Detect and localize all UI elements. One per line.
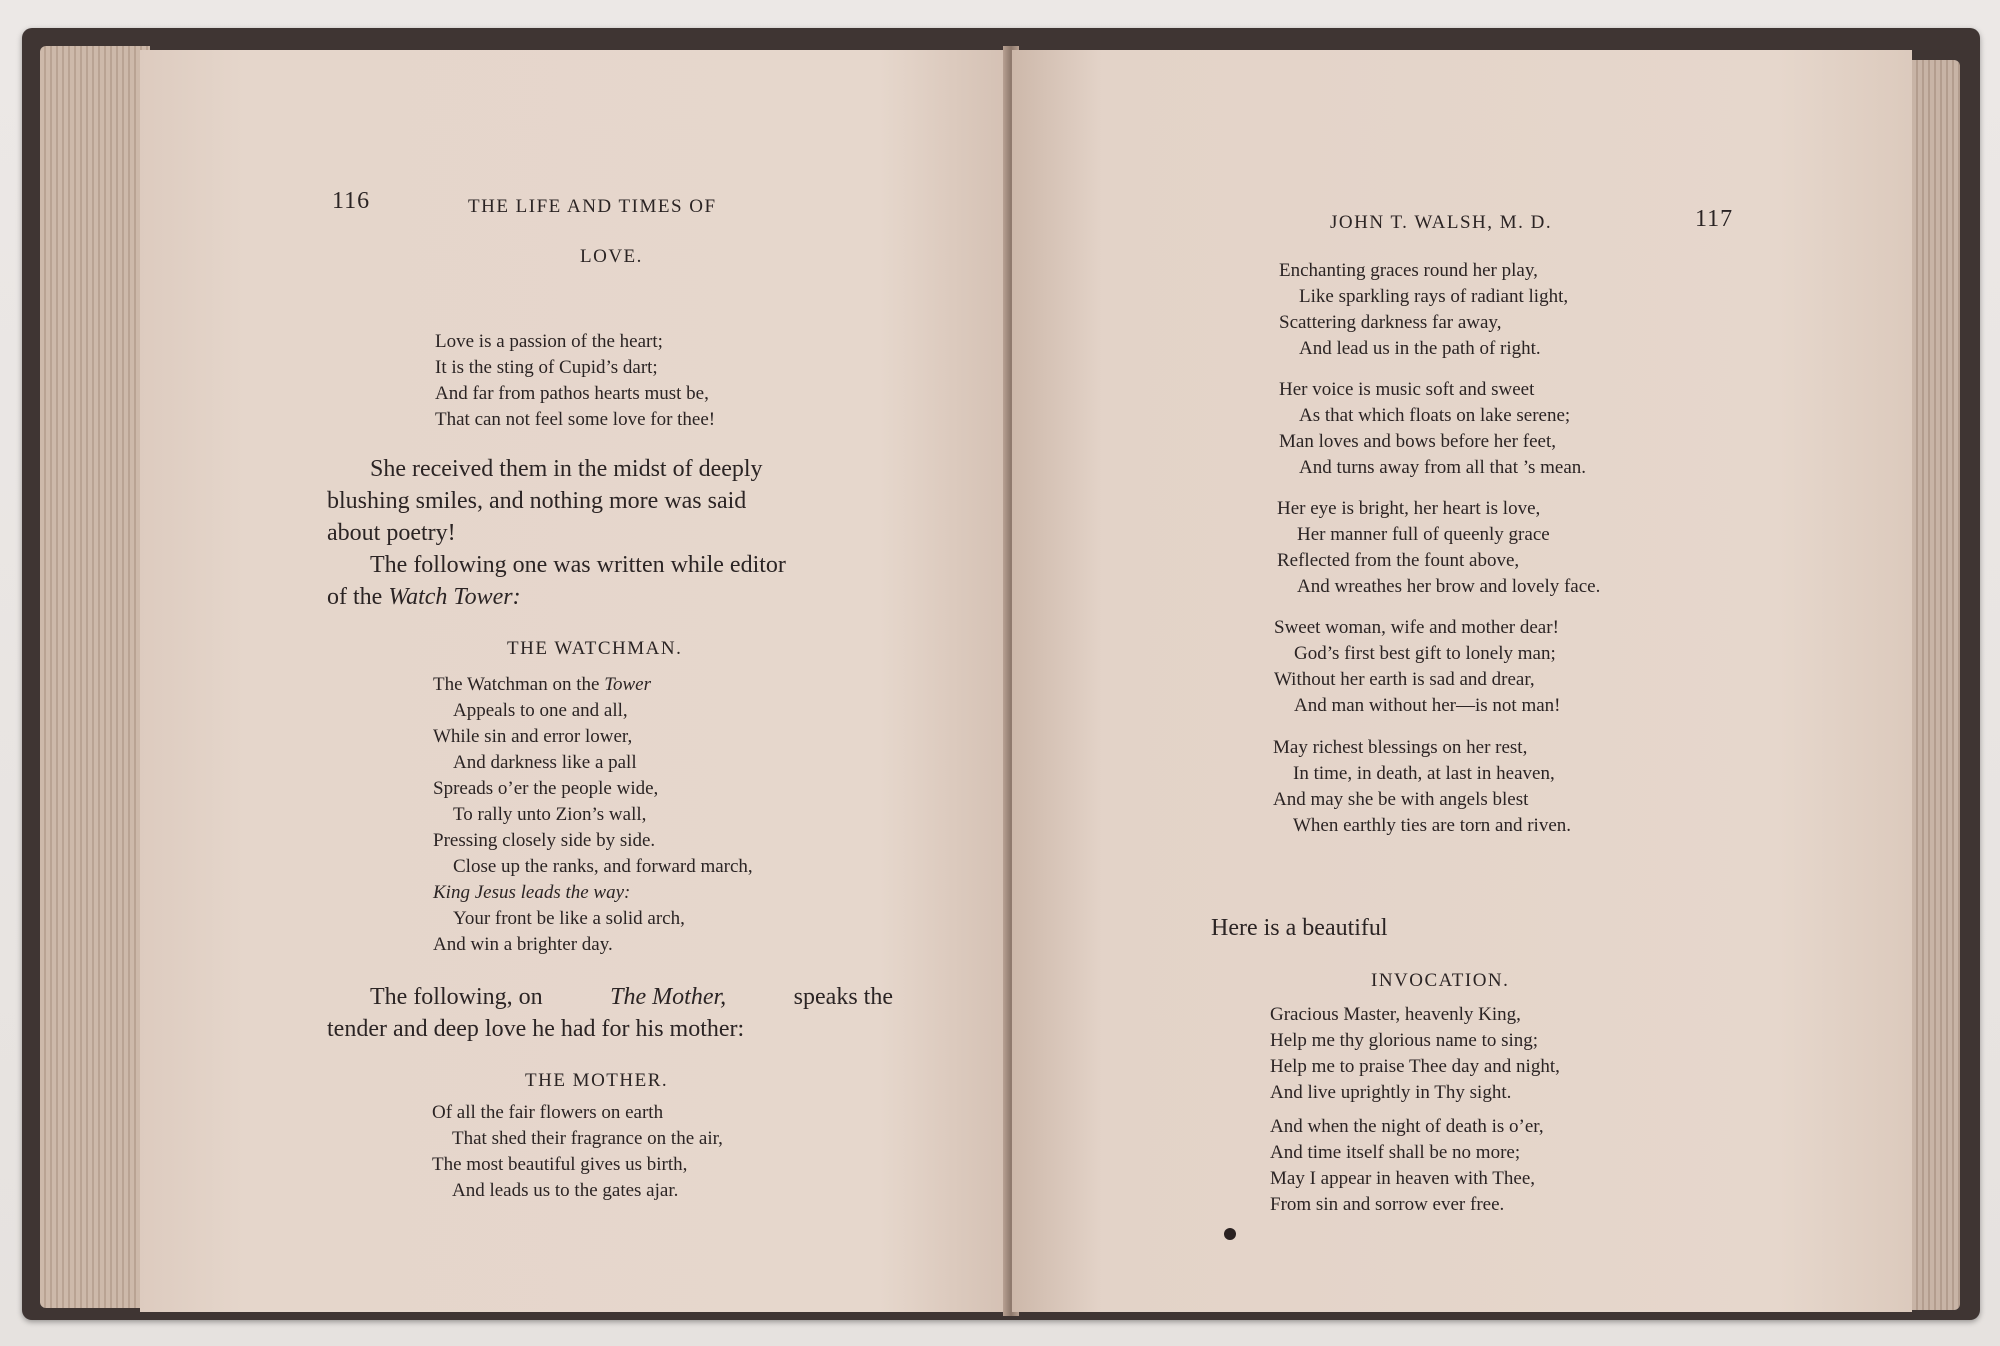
verse-line: And man without her—is not man! [1294,695,1561,716]
verse-line: Your front be like a solid arch, [453,908,685,929]
verse-line: Spreads o’er the people wide, [433,778,659,799]
verse-line: When earthly ties are torn and riven. [1293,815,1572,836]
prose-line [327,485,893,517]
poem-love [435,329,715,433]
verse-line: God’s first best gift to lonely man; [1294,643,1556,664]
verse-line: To rally unto Zion’s wall, [453,804,647,825]
verse-line: And darkness like a pall [453,752,637,773]
invocation-stanza-2 [1270,1114,1544,1218]
poem-watchman [433,672,753,958]
running-head: THE LIFE AND TIMES OF [468,196,717,217]
verse-line: That shed their fragrance on the air, [452,1128,723,1149]
poem-title-watchman: THE WATCHMAN. [507,638,683,659]
verse-line: Her voice is music soft and sweet [1279,379,1535,400]
prose-line [327,981,893,1013]
verse-line: And live uprightly in Thy sight. [1270,1082,1512,1103]
prose-line [327,581,893,613]
verse-line: And time itself shall be no more; [1270,1142,1521,1163]
ink-spot [1224,1228,1236,1240]
prose-line: The following one was written while editor [370,552,786,578]
italic-title: The Mother, [610,984,727,1010]
verse-line: Love is a passion of the heart; [435,331,663,352]
stanza-2 [1279,377,1586,481]
verse-italic: Tower [604,674,652,695]
verse-line [433,880,753,906]
poem-title-invocation: INVOCATION. [1371,970,1510,991]
verse-line: Her eye is bright, her heart is love, [1277,498,1541,519]
prose-text: The following, on [370,984,543,1010]
verse-line: Without her earth is sad and drear, [1274,669,1535,690]
verse-line: May richest blessings on her rest, [1273,737,1528,758]
verse-line: Sweet woman, wife and mother dear! [1274,617,1559,638]
running-head: JOHN T. WALSH, M. D. [1330,212,1553,233]
verse-line: It is the sting of Cupid’s dart; [435,357,658,378]
verse-line: As that which floats on lake serene; [1299,405,1571,426]
verse-line: And win a brighter day. [433,934,613,955]
prose-text: blushing smiles, and nothing more was said [327,488,747,514]
verse-line: And when the night of death is o’er, [1270,1116,1544,1137]
intro-line: Here is a beautiful [1211,915,1388,941]
prose-line: tender and deep love he had for his mother: [327,1016,745,1042]
right-page [1012,50,1912,1312]
verse-line: In time, in death, at last in heaven, [1293,763,1555,784]
italic-title: Watch Tower: [388,584,521,610]
verse-italic: King Jesus leads the way: [433,882,631,903]
verse-line: And lead us in the path of right. [1299,338,1541,359]
verse-line: Her manner full of queenly grace [1297,524,1550,545]
verse-line: Scattering darkness far away, [1279,312,1502,333]
poem-title-mother: THE MOTHER. [525,1070,669,1091]
verse-line: Enchanting graces round her play, [1279,260,1538,281]
prose-text: She received them in the midst of deeply [370,456,763,482]
verse-line: And leads us to the gates ajar. [452,1180,679,1201]
poem-mother [432,1100,723,1204]
verse-line: Pressing closely side by side. [433,830,656,851]
verse-line: And turns away from all that ’s mean. [1299,457,1587,478]
prose-line [327,453,893,485]
left-page-edges [40,46,150,1308]
verse-line [433,672,753,698]
verse-line: The most beautiful gives us birth, [432,1154,688,1175]
verse-line: May I appear in heaven with Thee, [1270,1168,1536,1189]
verse-line: Gracious Master, heavenly King, [1270,1004,1521,1025]
left-page [140,50,1010,1312]
verse-line: Help me to praise Thee day and night, [1270,1056,1560,1077]
page-number: 117 [1695,206,1734,232]
verse-line: Like sparkling rays of radiant light, [1299,286,1569,307]
stanza-1 [1279,258,1568,362]
page-number: 116 [332,188,371,214]
verse-line: Of all the fair flowers on earth [432,1102,664,1123]
prose-line: about poetry! [327,520,456,546]
prose-text: speaks the [793,984,893,1010]
stanza-5 [1273,735,1571,839]
verse-line: Help me thy glorious name to sing; [1270,1030,1539,1051]
verse-line: And wreathes her brow and lovely face. [1297,576,1601,597]
invocation-stanza-1 [1270,1002,1560,1106]
stanza-4 [1274,615,1561,719]
verse-line: From sin and sorrow ever free. [1270,1194,1505,1215]
verse-line: Man loves and bows before her feet, [1279,431,1556,452]
prose-block-2 [327,981,893,1045]
verse-line: And far from pathos hearts must be, [435,383,709,404]
prose-text: of the [327,584,383,610]
verse-line: Appeals to one and all, [453,700,628,721]
verse-line: That can not feel some love for thee! [435,409,716,430]
verse-line: And may she be with angels blest [1273,789,1529,810]
verse-line: Reflected from the fount above, [1277,550,1520,571]
verse-line: While sin and error lower, [433,726,633,747]
verse-line: Close up the ranks, and forward march, [453,856,753,877]
poem-title-love: LOVE. [580,246,643,267]
stanza-3 [1277,496,1600,600]
prose-block-1 [327,453,893,613]
verse-text: The Watchman on the [433,674,600,695]
